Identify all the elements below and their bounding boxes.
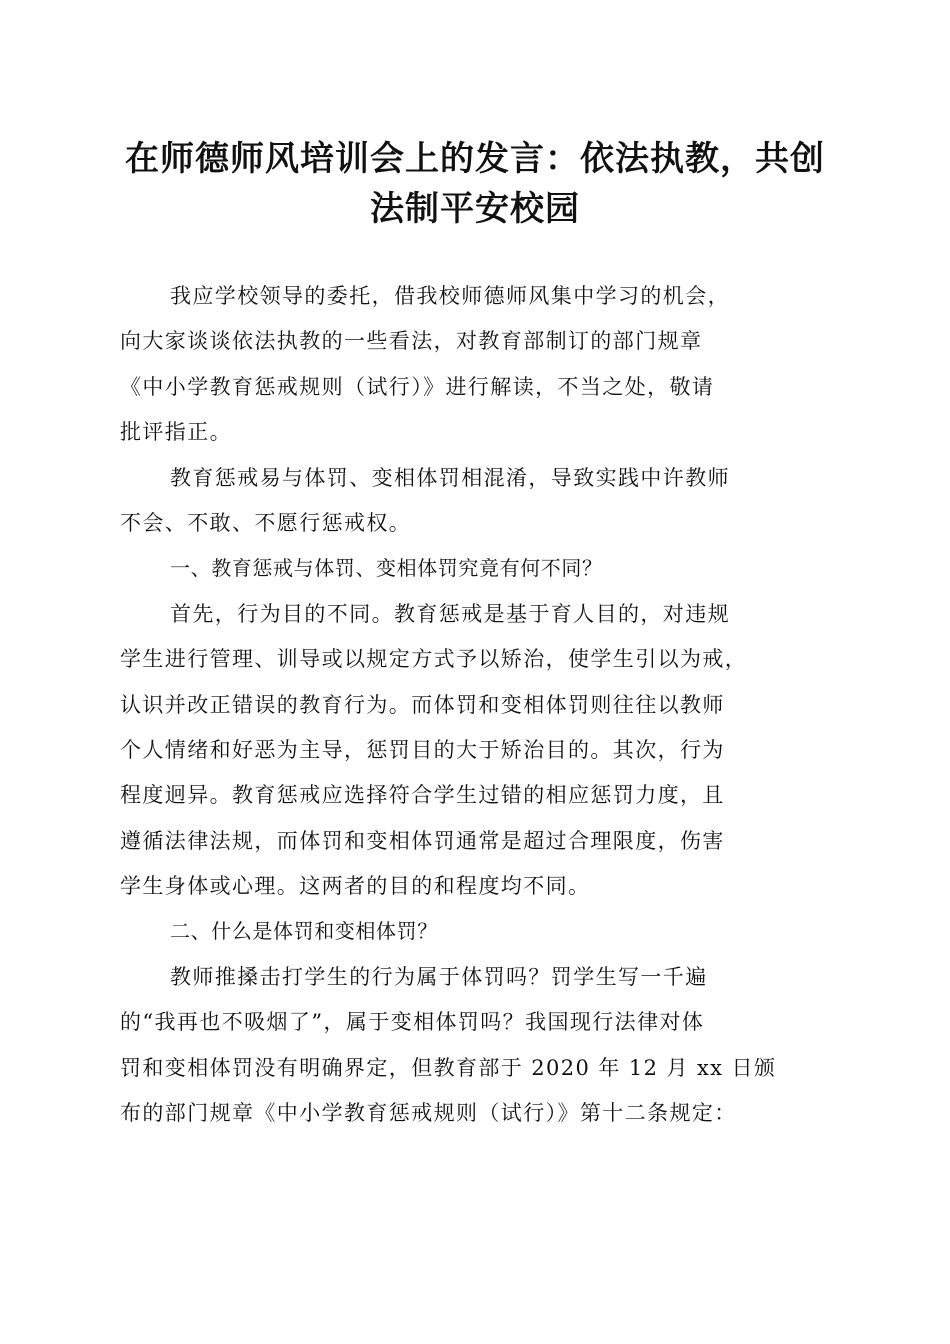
paragraph-3-line-7: 学生身体或心理。这两者的目的和程度均不同。 (120, 874, 591, 899)
title-line-1: 在师德师风培训会上的发言：依法执教，共创 (125, 139, 825, 179)
paragraph-4-line-1: 教师推搡击打学生的行为属于体罚吗？罚学生写一千遍 (170, 964, 708, 989)
section-heading-1: 一、教育惩戒与体罚、变相体罚究竟有何不同？ (170, 556, 603, 581)
title-line-2: 法制平安校园 (370, 189, 580, 229)
document-body (120, 274, 826, 1136)
paragraph-3-line-3: 认识并改正错误的教育行为。而体罚和变相体罚则往往以教师 (120, 692, 725, 717)
paragraph-4-line-4: 布的部门规章《中小学教育惩戒规则（试行）》第十二条规定： (120, 1101, 737, 1126)
paragraph-1-line-3: 《中小学教育惩戒规则（试行）》进行解读，不当之处，敬请 (120, 374, 715, 399)
paragraph-3-line-6: 遵循法律法规，而体罚和变相体罚通常是超过合理限度，伤害 (120, 828, 725, 853)
paragraph-2-line-1: 教育惩戒易与体罚、变相体罚相混淆，导致实践中许教师 (170, 465, 730, 490)
paragraph-3-line-2: 学生进行管理、训导或以规定方式予以矫治，使学生引以为戒， (120, 647, 748, 672)
paragraph-1-line-1: 我应学校领导的委托，借我校师德师风集中学习的机会， (170, 284, 730, 308)
paragraph-3-line-1: 首先，行为目的不同。教育惩戒是基于育人目的，对违规 (170, 601, 730, 626)
paragraph-1-line-2: 向大家谈谈依法执教的一些看法，对教育部制订的部门规章 (120, 329, 703, 354)
paragraph-2-line-2: 不会、不敢、不愿行惩戒权。 (120, 510, 412, 535)
paragraph-3-line-5: 程度迥异。教育惩戒应选择符合学生过错的相应惩罚力度，且 (120, 783, 725, 808)
paragraph-1-line-4: 批评指正。 (120, 420, 232, 445)
section-heading-2: 二、什么是体罚和变相体罚？ (170, 919, 438, 944)
paragraph-4-line-3: 罚和变相体罚没有明确界定，但教育部于 2020 年 12 月 xx 日颁 (120, 1055, 777, 1080)
paragraph-3-line-4: 个人情绪和好恶为主导，惩罚目的大于矫治目的。其次，行为 (120, 737, 725, 762)
paragraph-4-line-2: 的“我再也不吸烟了”，属于变相体罚吗？我国现行法律对体 (120, 1010, 705, 1035)
document-title (110, 134, 840, 234)
